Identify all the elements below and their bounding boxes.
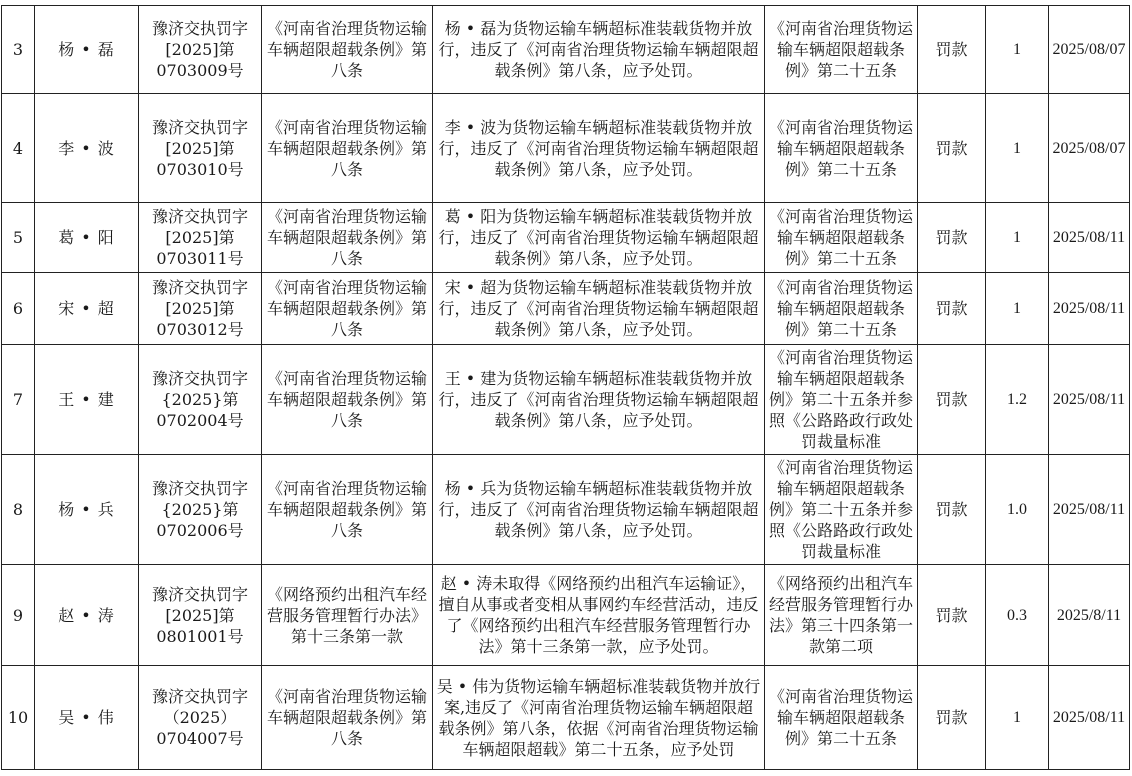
party-name: 吴 • 伟: [35, 666, 139, 770]
penalty-type: 罚款: [918, 203, 986, 273]
document-number: 豫济交执罚字[2025]第0703011号: [139, 203, 262, 273]
row-number: 8: [2, 455, 35, 565]
party-name: 宋 • 超: [35, 273, 139, 345]
violated-law: 《河南省治理货物运输车辆超限超载条例》第八条: [262, 273, 433, 345]
violated-law: 《河南省治理货物运输车辆超限超载条例》第八条: [262, 345, 433, 455]
table-row: [2, 455, 1130, 565]
document-number: 豫济交执罚字[2025]第0703012号: [139, 273, 262, 345]
row-number: 10: [2, 666, 35, 770]
decision-date: 2025/08/07: [1049, 94, 1130, 203]
violated-law: 《河南省治理货物运输车辆超限超载条例》第八条: [262, 666, 433, 770]
penalty-amount: 1.0: [986, 455, 1049, 565]
decision-date: 2025/08/07: [1049, 6, 1130, 94]
penalty-type: 罚款: [918, 345, 986, 455]
table-row: [2, 666, 1130, 770]
violated-law: 《河南省治理货物运输车辆超限超载条例》第八条: [262, 455, 433, 565]
penalty-basis: 《河南省治理货物运输车辆超限超载条例》第二十五条: [765, 666, 918, 770]
violation-fact: 杨 • 兵为货物运输车辆超标准装载货物并放行，违反了《河南省治理货物运输车辆超限超载条例》第八条，应予处罚。: [433, 455, 765, 565]
document-number: 豫济交执罚字{2025}第0702004号: [139, 345, 262, 455]
penalty-basis: 《河南省治理货物运输车辆超限超载条例》第二十五条并参照《公路路政行政处罚裁量标准: [765, 345, 918, 455]
table-row: [2, 565, 1130, 666]
penalty-basis: 《河南省治理货物运输车辆超限超载条例》第二十五条: [765, 273, 918, 345]
penalty-amount: 1: [986, 273, 1049, 345]
decision-date: 2025/8/11: [1049, 565, 1130, 666]
document-number: 豫济交执罚字（2025）0704007号: [139, 666, 262, 770]
document-number: 豫济交执罚字[2025]第0703009号: [139, 6, 262, 94]
penalty-amount: 1.2: [986, 345, 1049, 455]
penalty-type: 罚款: [918, 6, 986, 94]
penalty-table: [1, 5, 1130, 770]
penalty-amount: 0.3: [986, 565, 1049, 666]
table-row: [2, 94, 1130, 203]
party-name: 王 • 建: [35, 345, 139, 455]
party-name: 李 • 波: [35, 94, 139, 203]
party-name: 葛 • 阳: [35, 203, 139, 273]
table-row: [2, 203, 1130, 273]
penalty-basis: 《河南省治理货物运输车辆超限超载条例》第二十五条并参照《公路路政行政处罚裁量标准: [765, 455, 918, 565]
penalty-type: 罚款: [918, 94, 986, 203]
document-number: 豫济交执罚字{2025}第0702006号: [139, 455, 262, 565]
penalty-amount: 1: [986, 666, 1049, 770]
decision-date: 2025/08/11: [1049, 345, 1130, 455]
row-number: 6: [2, 273, 35, 345]
party-name: 杨 • 兵: [35, 455, 139, 565]
violation-fact: 王 • 建为货物运输车辆超标准装载货物并放行，违反了《河南省治理货物运输车辆超限超载条例》第八条，应予处罚。: [433, 345, 765, 455]
violated-law: 《河南省治理货物运输车辆超限超载条例》第八条: [262, 94, 433, 203]
violated-law: 《网络预约出租汽车经营服务管理暂行办法》第十三条第一款: [262, 565, 433, 666]
decision-date: 2025/08/11: [1049, 455, 1130, 565]
violation-fact: 葛 • 阳为货物运输车辆超标准装载货物并放行，违反了《河南省治理货物运输车辆超限超载条例》第八条，应予处罚。: [433, 203, 765, 273]
violation-fact: 李 • 波为货物运输车辆超标准装载货物并放行，违反了《河南省治理货物运输车辆超限超载条例》第八条，应予处罚。: [433, 94, 765, 203]
table-row: [2, 6, 1130, 94]
penalty-basis: 《河南省治理货物运输车辆超限超载条例》第二十五条: [765, 6, 918, 94]
violated-law: 《河南省治理货物运输车辆超限超载条例》第八条: [262, 203, 433, 273]
table-row: [2, 345, 1130, 455]
penalty-type: 罚款: [918, 565, 986, 666]
document-number: 豫济交执罚字[2025]第0703010号: [139, 94, 262, 203]
violation-fact: 吴 • 伟为货物运输车辆超标准装载货物并放行案,违反了《河南省治理货物运输车辆超限超载条例》第八条，依据《河南省治理货物运输车辆超限超载》第二十五条，应予处罚: [433, 666, 765, 770]
violation-fact: 杨 • 磊为货物运输车辆超标准装载货物并放行，违反了《河南省治理货物运输车辆超限超载条例》第八条，应予处罚。: [433, 6, 765, 94]
party-name: 杨 • 磊: [35, 6, 139, 94]
violation-fact: 赵 • 涛未取得《网络预约出租汽车运输证》，擅自从事或者变相从事网约车经营活动，违反了《网络预约出租汽车经营服务管理暂行办法》第十三条第一款，应予处罚。: [433, 565, 765, 666]
document-number: 豫济交执罚字[2025]第0801001号: [139, 565, 262, 666]
penalty-amount: 1: [986, 6, 1049, 94]
penalty-basis: 《河南省治理货物运输车辆超限超载条例》第二十五条: [765, 203, 918, 273]
row-number: 4: [2, 94, 35, 203]
party-name: 赵 • 涛: [35, 565, 139, 666]
penalty-amount: 1: [986, 203, 1049, 273]
penalty-type: 罚款: [918, 666, 986, 770]
row-number: 3: [2, 6, 35, 94]
penalty-basis: 《网络预约出租汽车经营服务管理暂行办法》第三十四条第一款第二项: [765, 565, 918, 666]
row-number: 7: [2, 345, 35, 455]
penalty-amount: 1: [986, 94, 1049, 203]
violated-law: 《河南省治理货物运输车辆超限超载条例》第八条: [262, 6, 433, 94]
row-number: 5: [2, 203, 35, 273]
penalty-basis: 《河南省治理货物运输车辆超限超载条例》第二十五条: [765, 94, 918, 203]
decision-date: 2025/08/11: [1049, 273, 1130, 345]
decision-date: 2025/08/11: [1049, 666, 1130, 770]
decision-date: 2025/08/11: [1049, 203, 1130, 273]
penalty-type: 罚款: [918, 455, 986, 565]
row-number: 9: [2, 565, 35, 666]
violation-fact: 宋 • 超为货物运输车辆超标准装载货物并放行，违反了《河南省治理货物运输车辆超限超载条例》第八条，应予处罚。: [433, 273, 765, 345]
penalty-type: 罚款: [918, 273, 986, 345]
table-row: [2, 273, 1130, 345]
